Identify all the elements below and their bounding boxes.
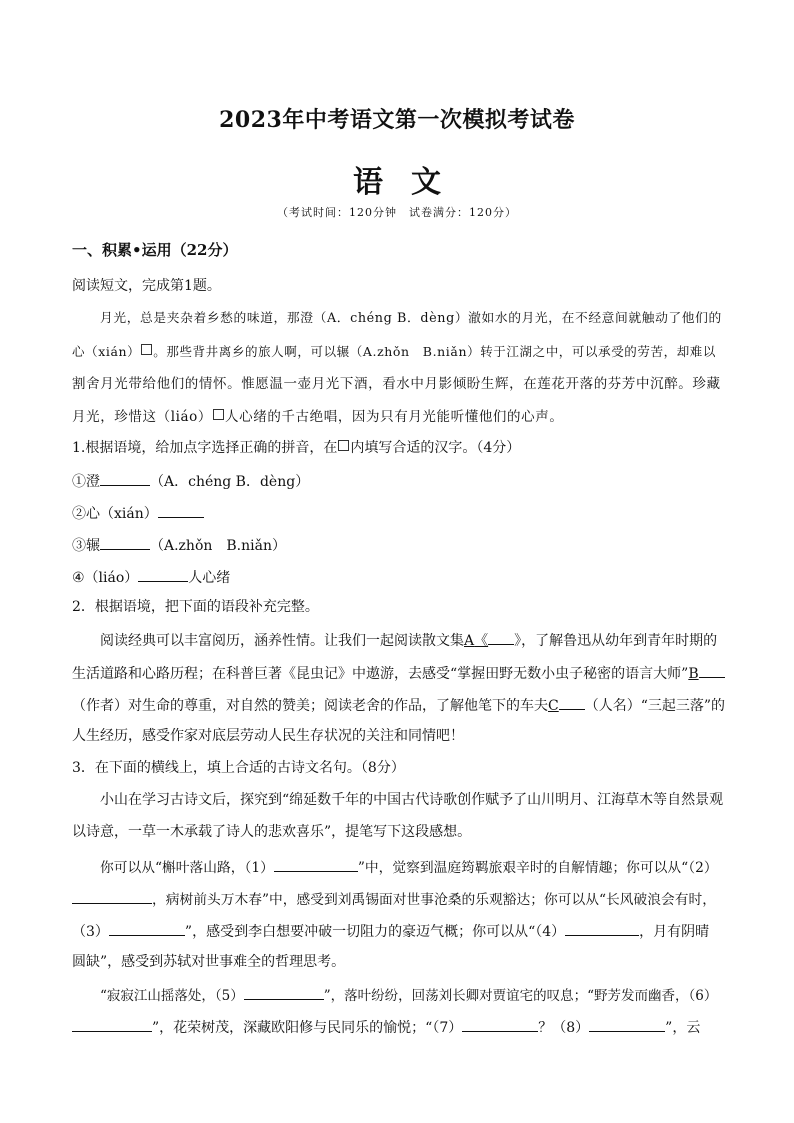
- q3-text: ”，花荣树茂，深藏欧阳修与民同乐的愉悦；“（7）: [152, 1020, 463, 1036]
- section-heading: 一、积累•运用（22分）: [72, 241, 238, 259]
- passage-text: 。那些背井离乡的旅人啊，可以辗（A.zhǒn B.niǎn）转于江湖之中，可以承受的劳苦，却难以: [153, 344, 716, 359]
- q1-item-prefix: ④（liáo）: [72, 570, 139, 586]
- q3-line: [72, 1016, 724, 1038]
- q3-text: “寂寂江山摇落处，（5）: [100, 988, 244, 1004]
- q2-text: （作者）对生命的尊重，对自然的赞美；阅读老舍的作品，了解他笔下的车夫: [72, 698, 548, 714]
- answer-blank[interactable]: [100, 470, 150, 486]
- subject-title: 语文: [353, 165, 469, 200]
- q3-text: （3）: [72, 924, 109, 940]
- exam-title: 2023年中考语文第一次模拟考试卷: [219, 107, 575, 133]
- passage-text: 人心绪的千古绝唱，因为只有月光能听懂他们的心声。: [225, 409, 564, 425]
- q2-text: （人名）“三起三落”的: [584, 698, 726, 714]
- q2-mark: B: [688, 666, 699, 682]
- q3-text: ，月有阴晴: [639, 924, 710, 940]
- q3-text: ”中，觉察到温庭筠羁旅艰辛时的自解情趣；你可以从“（2）: [357, 860, 718, 876]
- q3-text: 你可以从“槲叶落山路，（1）: [100, 860, 274, 876]
- passage-line: [72, 407, 724, 427]
- passage-line: 割舍月光带给他们的情怀。惟愿温一壶月光下酒，看水中月影倾盼生辉，在莲花开落的芬芳中沉醉。珍藏: [72, 376, 721, 392]
- q2-mark: C: [548, 698, 559, 714]
- q1-item-suffix: 人心绪: [188, 570, 231, 586]
- q2-text: 阅读经典可以丰富阅历，涵养性情。让我们一起阅读散文集: [100, 633, 464, 649]
- q1-item-suffix: （A.zhǒn B.niǎn）: [150, 538, 286, 554]
- question-3-stem: 3．在下面的横线上，填上合适的古诗文名句。（8分）: [72, 760, 405, 776]
- answer-blank[interactable]: [72, 1016, 152, 1032]
- question-text: 1.根据语境，给加点字选择正确的拼音，在: [72, 440, 338, 456]
- answer-blank[interactable]: [100, 534, 150, 550]
- q3-line: [100, 856, 724, 878]
- answer-box[interactable]: [141, 344, 152, 355]
- q2-line: 人生经历，感受作家对底层劳动人民生存状况的关注和同情吧！: [72, 728, 464, 744]
- q2-text: 《: [474, 633, 489, 649]
- q3-text: ”，落叶纷纷，回荡刘长卿对贾谊宅的叹息；“野芳发而幽香，（6）: [323, 988, 718, 1004]
- answer-blank[interactable]: [559, 694, 585, 710]
- passage-text: 月光，珍惜这（liáo）: [72, 409, 213, 425]
- q1-item: [72, 470, 724, 492]
- q3-text: ”，云: [665, 1020, 701, 1036]
- answer-blank[interactable]: [565, 920, 639, 936]
- answer-blank[interactable]: [589, 1016, 665, 1032]
- answer-blank[interactable]: [462, 1016, 538, 1032]
- answer-box[interactable]: [213, 409, 224, 420]
- q2-line: [100, 629, 724, 651]
- q1-item-prefix: ②心（xián）: [72, 506, 158, 522]
- passage-line: [72, 342, 724, 362]
- answer-blank[interactable]: [488, 629, 514, 645]
- question-1-stem: [72, 438, 724, 458]
- question-2-stem: 2．根据语境，把下面的语段补充完整。: [72, 599, 319, 615]
- q3-line: 小山在学习古诗文后，探究到“绵延数千年的中国古代诗歌创作赋予了山川明月、江海草木等自然景观: [100, 792, 724, 808]
- q1-item: [72, 502, 724, 524]
- answer-blank[interactable]: [72, 888, 152, 904]
- answer-box-icon: [338, 440, 349, 451]
- q1-item: [72, 534, 724, 556]
- exam-info: （考试时间：120分钟 试卷满分：120分）: [277, 206, 517, 219]
- q2-text: 生活道路和心路历程；在科普巨著《昆虫记》中遨游，去感受“掌握田野无数小虫子秘密的语言大师”: [72, 666, 689, 682]
- reading-intro: 阅读短文，完成第1题。: [72, 278, 221, 294]
- q1-item-suffix: （A．chéng B．dèng）: [150, 474, 310, 490]
- answer-blank[interactable]: [244, 984, 324, 1000]
- answer-blank[interactable]: [109, 920, 185, 936]
- q2-line: [72, 662, 724, 684]
- answer-blank[interactable]: [158, 502, 204, 518]
- q3-text: ”，感受到李白想要冲破一切阻力的豪迈气概；你可以从“（4）: [184, 924, 566, 940]
- answer-blank[interactable]: [138, 566, 188, 582]
- q2-mark: A: [464, 633, 475, 649]
- q1-item-prefix: ①澄: [72, 474, 100, 490]
- q1-item: [72, 566, 724, 588]
- q2-line: [72, 694, 724, 716]
- q3-line: [72, 888, 724, 910]
- q2-text: 》，了解鲁迅从幼年到青年时期的: [514, 633, 718, 649]
- answer-blank[interactable]: [699, 662, 725, 678]
- q3-line: [100, 984, 724, 1006]
- q3-line: 以诗意，一草一木承载了诗人的悲欢喜乐”，提笔写下这段感想。: [72, 824, 472, 840]
- passage-text: 心（xián）: [72, 344, 141, 359]
- q3-text: ，病树前头万木春”中，感受到刘禹锡面对世事沧桑的乐观豁达；你可以从“长风破浪会有时，: [152, 892, 717, 908]
- q3-line: 圆缺”，感受到苏轼对世事难全的哲理思考。: [72, 954, 346, 970]
- question-text: 内填写合适的汉字。（4分）: [350, 440, 521, 456]
- passage-line: 月光，总是夹杂着乡愁的味道，那澄（A．chéng B．dèng）澈如水的月光，在不经意间就触动了他们的: [100, 311, 722, 326]
- q3-line: [72, 920, 724, 942]
- q1-item-prefix: ③辗: [72, 538, 100, 554]
- answer-blank[interactable]: [274, 856, 358, 872]
- q3-text: ？（8）: [538, 1020, 590, 1036]
